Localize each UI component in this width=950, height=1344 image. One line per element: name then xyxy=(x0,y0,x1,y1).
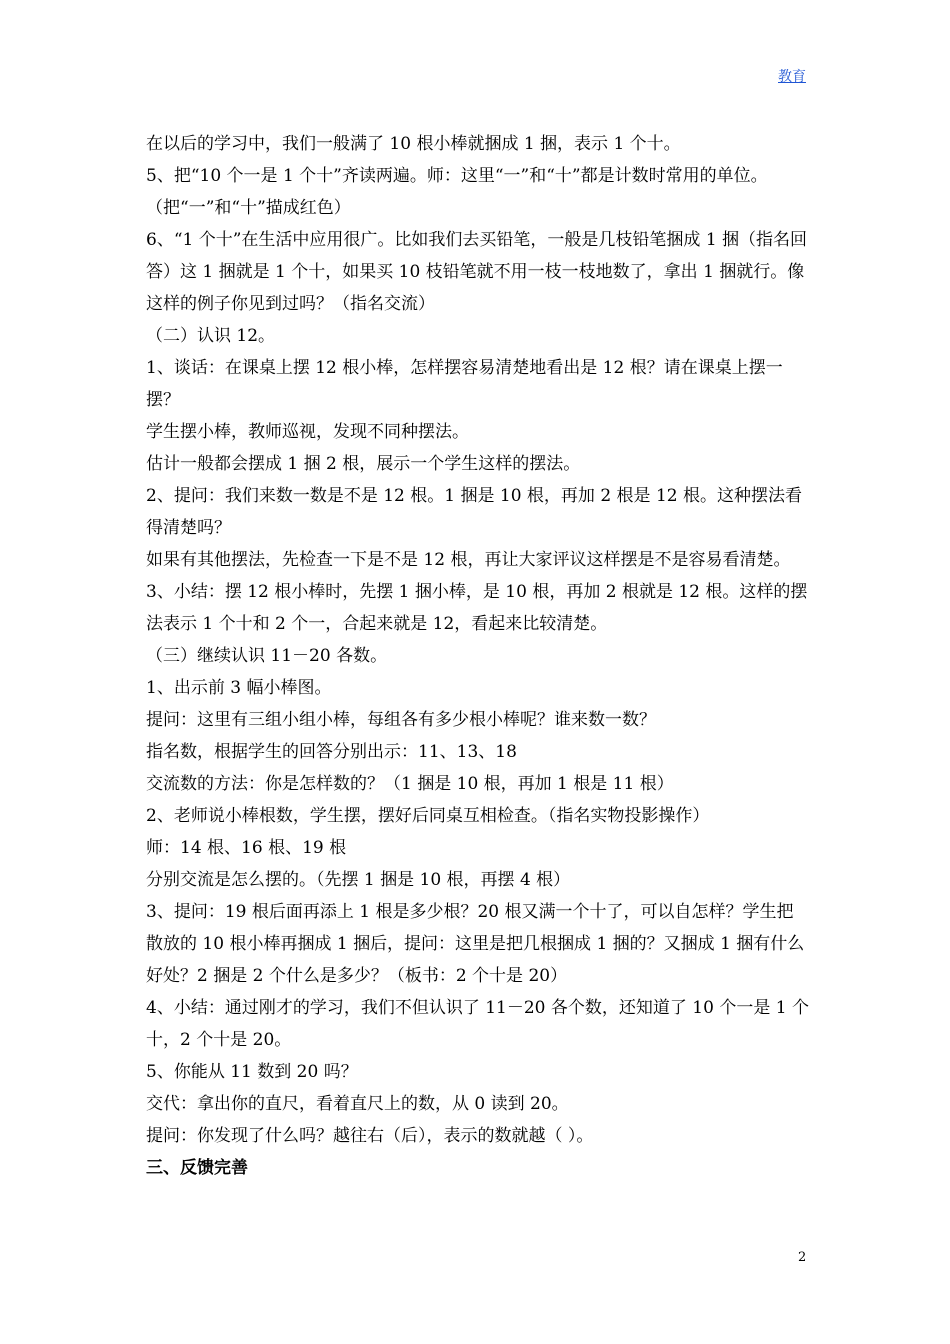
paragraph: 如果有其他摆法，先检查一下是不是 12 根，再让大家评议这样摆是不是容易看清楚。 xyxy=(146,550,791,570)
page-number: 2 xyxy=(798,1250,807,1265)
document-body xyxy=(146,128,810,1184)
paragraph: 提问：你发现了什么吗？越往右（后），表示的数就越（ ）。 xyxy=(146,1126,594,1146)
paragraph: 2、提问：我们来数一数是不是 12 根。1 捆是 10 根，再加 2 根是 12 根。这种摆法看得清楚吗？ xyxy=(146,486,802,538)
header-link[interactable]: 教育 xyxy=(778,69,806,85)
paragraph: 师：14 根、16 根、19 根 xyxy=(146,838,347,858)
paragraph: 交流数的方法：你是怎样数的？（1 捆是 10 根，再加 1 根是 11 根） xyxy=(146,774,674,794)
paragraph: 5、把“10 个一是 1 个十”齐读两遍。师：这里“一”和“十”都是计数时常用的单位。（把“一”和“十”描成红色） xyxy=(146,166,768,218)
paragraph: 1、谈话：在课桌上摆 12 根小棒，怎样摆容易清楚地看出是 12 根？请在课桌上摆一摆？ xyxy=(146,358,783,410)
paragraph: 分别交流是怎么摆的。（先摆 1 捆是 10 根，再摆 4 根） xyxy=(146,870,571,890)
paragraph: 4、小结：通过刚才的学习，我们不但认识了 11－20 各个数，还知道了 10 个一是 1 个十，2 个十是 20。 xyxy=(146,998,809,1050)
paragraph: 提问：这里有三组小组小棒，每组各有多少根小棒呢？谁来数一数？ xyxy=(146,710,656,730)
section-heading: 三、反馈完善 xyxy=(146,1158,248,1178)
paragraph: 学生摆小棒，教师巡视，发现不同种摆法。 xyxy=(146,422,469,442)
paragraph: 3、小结：摆 12 根小棒时，先摆 1 捆小棒，是 10 根，再加 2 根就是 12 根。这样的摆法表示 1 个十和 2 个一，合起来就是 12，看起来比较清楚。 xyxy=(146,582,808,634)
paragraph: 交代：拿出你的直尺，看着直尺上的数，从 0 读到 20。 xyxy=(146,1094,569,1114)
paragraph: （三）继续认识 11－20 各数。 xyxy=(146,646,388,666)
paragraph: 1、出示前 3 幅小棒图。 xyxy=(146,678,332,698)
paragraph: 6、“1 个十”在生活中应用很广。比如我们去买铅笔，一般是几枝铅笔捆成 1 捆（指名回答）这 1 捆就是 1 个十，如果买 10 枝铅笔就不用一枝一枝地数了，拿出 1 捆就行。像这样的例子你见到过吗？（指名交流） xyxy=(146,230,808,314)
paragraph: 2、老师说小棒根数，学生摆，摆好后同桌互相检查。（指名实物投影操作） xyxy=(146,806,710,826)
paragraph: 5、你能从 11 数到 20 吗？ xyxy=(146,1062,358,1082)
paragraph: 在以后的学习中，我们一般满了 10 根小棒就捆成 1 捆，表示 1 个十。 xyxy=(146,134,681,154)
paragraph: 3、提问：19 根后面再添上 1 根是多少根？20 根又满一个十了，可以自怎样？学生把散放的 10 根小棒再捆成 1 捆后，提问：这里是把几根捆成 1 捆的？又捆成 1 捆有什么好处？2 捆是 2 个什么是多少？（板书：2 个十是 20） xyxy=(146,902,805,986)
paragraph: 估计一般都会摆成 1 捆 2 根，展示一个学生这样的摆法。 xyxy=(146,454,581,474)
paragraph: （二）认识 12。 xyxy=(146,326,276,346)
paragraph: 指名数，根据学生的回答分别出示：11、13、18 xyxy=(146,742,517,762)
